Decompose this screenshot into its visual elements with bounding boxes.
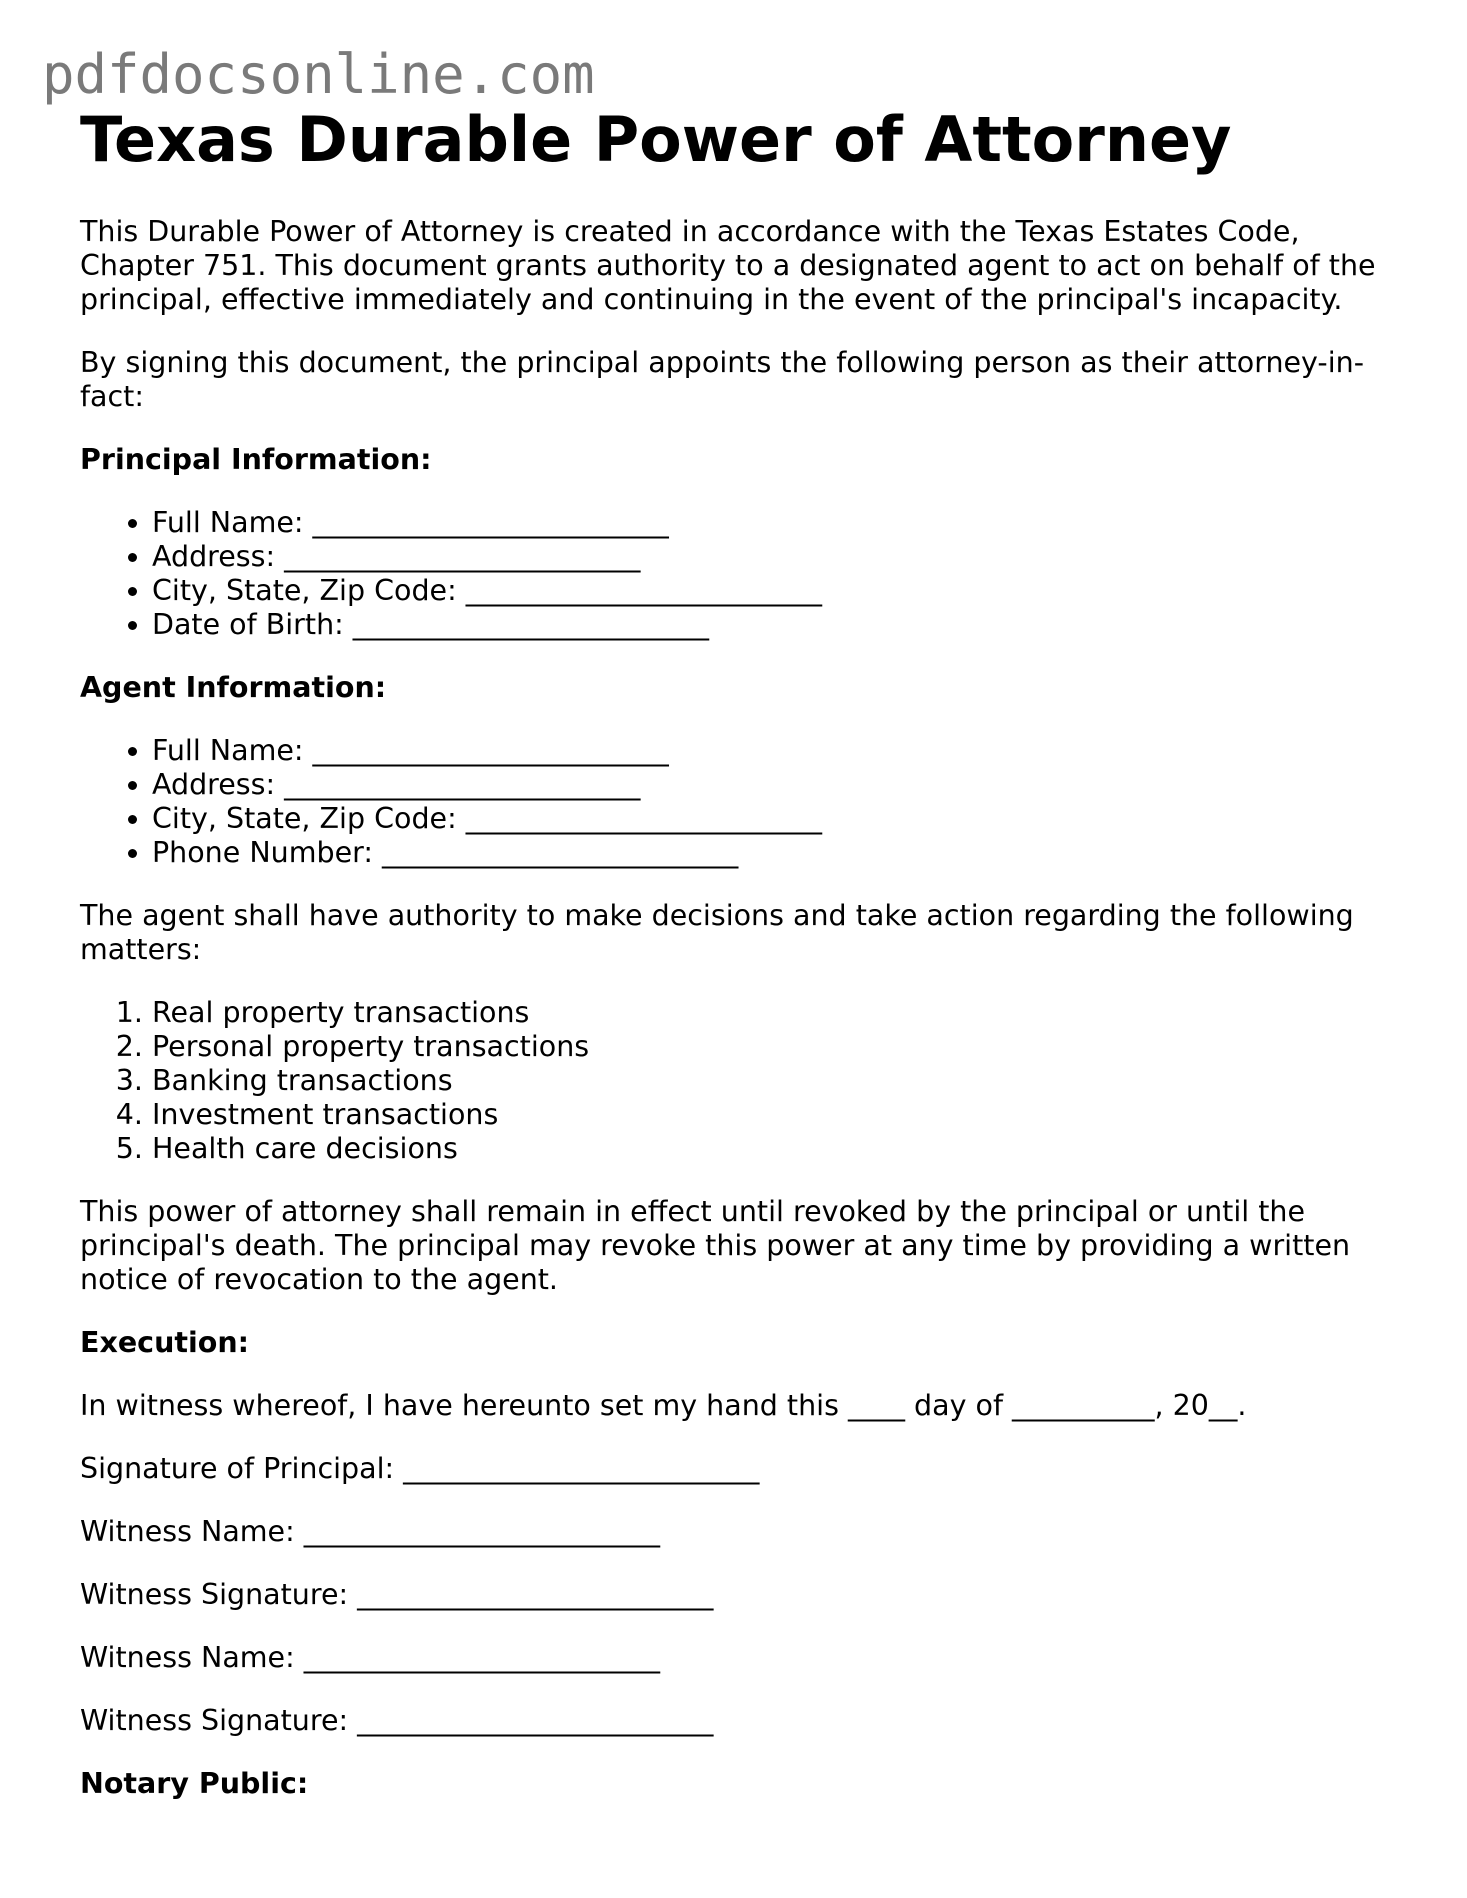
agent-full-name-field: • Full Name: _________________________ (152, 734, 1400, 768)
matter-item: 3. Banking transactions (152, 1064, 1400, 1098)
agent-address-field: • Address: _________________________ (152, 768, 1400, 802)
principal-city-state-zip-field: • City, State, Zip Code: _________________________ (152, 574, 1400, 608)
appointment-paragraph: By signing this document, the principal appoints the following person as their attorney-in-fact: (80, 346, 1364, 413)
witness-name-line-2: Witness Name: _________________________ (80, 1641, 660, 1674)
intro-paragraph: This Durable Power of Attorney is created in accordance with the Texas Estates Code, Chapter 751. This document grants authority to a designated agent to act on behalf of the principal, effective immediately and continuing in the event of the principal's incapacity. (80, 215, 1376, 316)
execution-heading: Execution: (80, 1326, 250, 1359)
matter-item: 4. Investment transactions (152, 1098, 1400, 1132)
document-title: Texas Durable Power of Attorney (80, 103, 1232, 176)
watermark: pdfdocsonline.com (42, 43, 595, 106)
agent-phone-field: • Phone Number: _________________________ (152, 836, 1400, 870)
agent-heading: Agent Information: (80, 671, 387, 704)
duration-paragraph: This power of attorney shall remain in effect until revoked by the principal or until the principal's death. The principal may revoke this power at any time by providing a written notice of revocation to the agent. (80, 1195, 1351, 1296)
principal-full-name-field: • Full Name: _________________________ (152, 506, 1400, 540)
principal-heading: Principal Information: (80, 443, 432, 476)
authority-paragraph: The agent shall have authority to make decisions and take action regarding the following matters: (80, 899, 1354, 966)
agent-city-state-zip-field: • City, State, Zip Code: _________________________ (152, 802, 1400, 836)
principal-fields-list (80, 506, 1400, 642)
document-page (80, 104, 1400, 1830)
principal-dob-field: • Date of Birth: _________________________ (152, 608, 1400, 642)
matter-item: 1. Real property transactions (152, 996, 1400, 1030)
matter-item: 2. Personal property transactions (152, 1030, 1400, 1064)
principal-signature-line: Signature of Principal: _________________________ (80, 1452, 760, 1485)
witness-clause: In witness whereof, I have hereunto set my hand this ____ day of __________, 20__. (80, 1389, 1247, 1422)
witness-signature-line-1: Witness Signature: _________________________ (80, 1578, 714, 1611)
witness-name-line-1: Witness Name: _________________________ (80, 1515, 660, 1548)
principal-address-field: • Address: _________________________ (152, 540, 1400, 574)
matters-list (80, 996, 1400, 1166)
agent-fields-list (80, 734, 1400, 870)
witness-signature-line-2: Witness Signature: _________________________ (80, 1704, 714, 1737)
matter-item: 5. Health care decisions (152, 1132, 1400, 1166)
notary-heading: Notary Public: (80, 1767, 309, 1800)
